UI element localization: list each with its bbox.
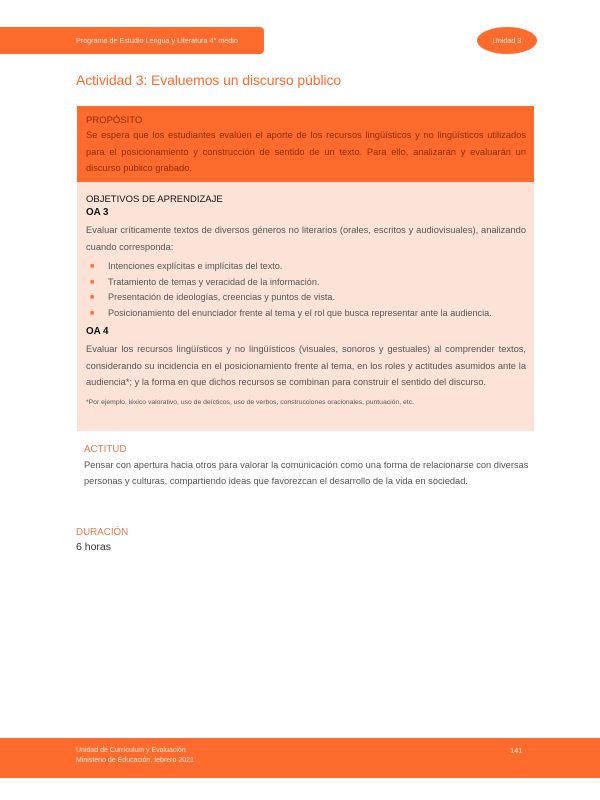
attitude-text: Pensar con apertura hacia otros para valorar la comunicación como una forma de relacionarse con diversas personas y culturas, compartiendo ideas que favorezcan el desarrollo de la vida en sociedad.	[84, 460, 529, 486]
purpose-label: PROPÓSITO	[86, 115, 143, 126]
list-item: ■ Tratamiento de temas y veracidad de la información.	[86, 275, 526, 291]
attitude-label: ACTITUD	[84, 444, 127, 455]
list-item: ■ Presentación de ideologías, creencias y puntos de vista.	[86, 290, 526, 306]
oa3-list	[86, 259, 526, 321]
footnote: *Por ejemplo, léxico valorativo, uso de deícticos, uso de verbos, construcciones oracionales, puntuación, etc.	[86, 398, 414, 406]
header-program-banner	[0, 27, 264, 54]
oa3-label: OA 3	[86, 207, 109, 218]
page-title: Actividad 3: Evaluemos un discurso público	[76, 72, 342, 88]
bullet-icon: ■	[90, 263, 95, 270]
duration-value: 6 horas	[76, 541, 112, 553]
footer-line-1: Unidad de Currículum y Evaluación	[76, 747, 186, 754]
oa3-text: Evaluar críticamente textos de diversos géneros no literarios (orales, escritos y audiovisuales), analizando cuando corresponda:	[86, 225, 526, 252]
objectives-heading: OBJETIVOS DE APRENDIZAJE	[86, 194, 223, 205]
footer-line-2: Ministerio de Educación, febrero 2021	[76, 757, 194, 764]
footer-credits	[76, 746, 194, 766]
list-item: ■ Posicionamiento del enunciador frente al tema y el rol que busca representar ante la audiencia.	[86, 306, 526, 322]
program-title: Programa de Estudio Lengua y Literatura 4° medio	[76, 36, 238, 45]
page-number: 141	[510, 746, 523, 755]
oa4-label: OA 4	[86, 326, 109, 337]
unit-badge: Unidad 3	[477, 27, 537, 54]
bullet-icon: ■	[90, 309, 95, 317]
duration-label: DURACIÓN	[76, 527, 129, 538]
oa4-text: Evaluar los recursos lingüísticos y no lingüísticos (visuales, sonoros y gestuales) al comprender textos, considerando su incidencia en el posicionamiento frente al tema, en los roles y actitudes asumidos ante la audiencia*; y la forma en que dichos recursos se combinan para construir el sentido del discurso.	[86, 344, 526, 387]
bullet-icon: ■	[90, 294, 95, 301]
bullet-icon: ■	[90, 278, 95, 286]
attitude-section	[84, 443, 534, 489]
duration-section	[76, 526, 128, 554]
page-footer	[0, 738, 600, 778]
purpose-text: Se espera que los estudiantes evalúen el aporte de los recursos lingüísticos y no lingüísticos utilizados para el posicionamiento y construcción de sentido de un texto. Para ello, analizarán y evaluarán un discurso público grabado.	[86, 130, 526, 173]
list-item: ■ Intenciones explícitas e implícitas del texto.	[86, 259, 526, 275]
objectives-box	[77, 182, 534, 431]
purpose-box	[77, 106, 534, 182]
